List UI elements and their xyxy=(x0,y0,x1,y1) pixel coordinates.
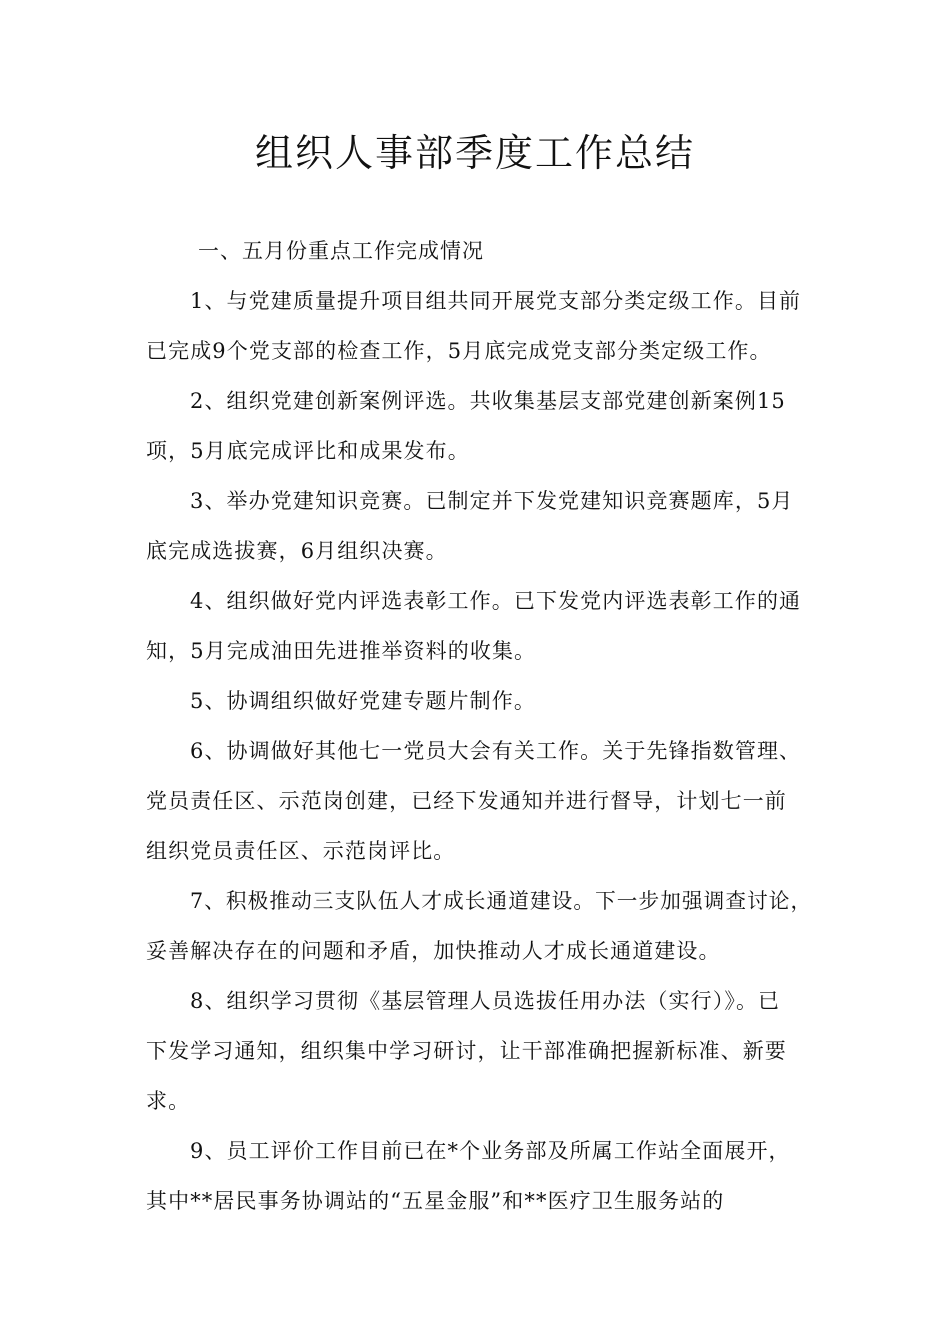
paragraph-line: 项，5月底完成评比和成果发布。 xyxy=(146,439,470,463)
document-title: 组织人事部季度工作总结 xyxy=(254,131,695,175)
paragraph-line: 妥善解决存在的问题和矛盾，加快推动人才成长通道建设。 xyxy=(146,939,721,963)
paragraph-line: 1、与党建质量提升项目组共同开展党支部分类定级工作。目前 xyxy=(190,289,802,313)
paragraph-line: 8、组织学习贯彻《基层管理人员选拔任用办法（实行）》。已 xyxy=(190,989,781,1013)
paragraph-line: 下发学习通知，组织集中学习研讨，让干部准确把握新标准、新要 xyxy=(146,1039,787,1063)
paragraph-line: 已完成9个党支部的检查工作，5月底完成党支部分类定级工作。 xyxy=(146,339,772,363)
paragraph-line: 知，5月完成油田先进推举资料的收集。 xyxy=(146,639,537,663)
section-heading: 一、五月份重点工作完成情况 xyxy=(198,239,484,263)
paragraph-line: 5、协调组织做好党建专题片制作。 xyxy=(190,689,536,713)
paragraph-line: 2、组织党建创新案例评选。共收集基层支部党建创新案例15 xyxy=(190,389,786,413)
paragraph-line: 3、举办党建知识竞赛。已制定并下发党建知识竞赛题库，5月 xyxy=(190,489,794,513)
paragraph-line: 其中**居民事务协调站的“五星金服”和**医疗卫生服务站的 xyxy=(146,1189,725,1213)
paragraph-line: 6、协调做好其他七一党员大会有关工作。关于先锋指数管理、 xyxy=(190,739,802,763)
paragraph-line: 党员责任区、示范岗创建，已经下发通知并进行督导，计划七一前 xyxy=(146,789,787,813)
paragraph-line: 底完成选拔赛，6月组织决赛。 xyxy=(146,539,448,563)
paragraph-line: 求。 xyxy=(146,1089,191,1113)
paragraph-line: 7、积极推动三支队伍人才成长通道建设。下一步加强调查讨论， xyxy=(190,889,813,913)
paragraph-line: 组织党员责任区、示范岗评比。 xyxy=(146,839,456,863)
paragraph-line: 4、组织做好党内评选表彰工作。已下发党内评选表彰工作的通 xyxy=(190,589,802,613)
paragraph-line: 9、员工评价工作目前已在*个业务部及所属工作站全面展开， xyxy=(190,1139,791,1163)
